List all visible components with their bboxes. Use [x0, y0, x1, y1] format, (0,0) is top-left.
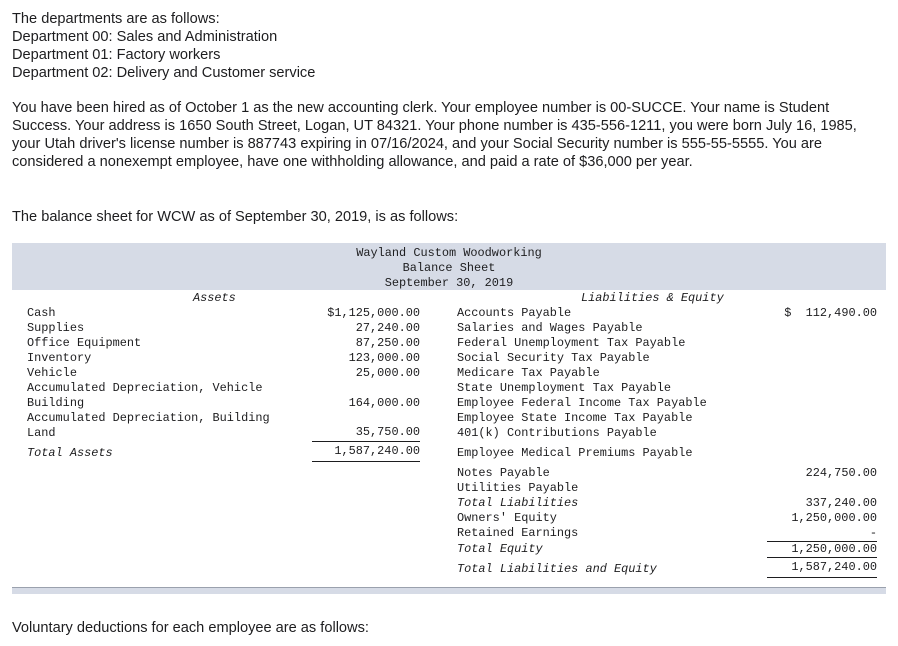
total-equity-label: Total Equity: [457, 542, 543, 556]
total-equity-amount: 1,250,000.00: [767, 541, 877, 558]
liability-label: State Unemployment Tax Payable: [457, 381, 672, 395]
equity-amount: -: [869, 526, 877, 540]
departments-section: [12, 10, 315, 82]
liability-label: 401(k) Contributions Payable: [457, 426, 657, 440]
total-liabilities-equity-amount: 1,587,240.00: [767, 560, 877, 578]
asset-label: Building: [27, 396, 85, 410]
liability-label: Notes Payable: [457, 466, 550, 480]
department-item: Department 02: Delivery and Customer service: [12, 65, 316, 81]
asset-label: Office Equipment: [27, 336, 142, 350]
statement-date: September 30, 2019: [384, 276, 514, 290]
asset-label: Accumulated Depreciation, Vehicle: [27, 381, 263, 395]
liability-amount: 224,750.00: [805, 466, 877, 480]
liability-label: Federal Unemployment Tax Payable: [457, 336, 686, 350]
asset-label: Inventory: [27, 351, 92, 365]
total-liabilities-equity-label: Total Liabilities and Equity: [457, 562, 657, 576]
balance-sheet-intro: The balance sheet for WCW as of September 30, 2019, is as follows:: [12, 209, 459, 225]
liability-label: Accounts Payable: [457, 306, 572, 320]
equity-label: Retained Earnings: [457, 526, 579, 540]
asset-amount: 87,250.00: [355, 336, 420, 350]
asset-amount: 27,240.00: [355, 321, 420, 335]
liability-label: Employee State Income Tax Payable: [457, 411, 693, 425]
liability-label: Medicare Tax Payable: [457, 366, 600, 380]
asset-amount: $1,125,000.00: [327, 306, 420, 320]
statement-title: Balance Sheet: [402, 261, 496, 275]
liability-label: Utilities Payable: [457, 481, 579, 495]
balance-sheet-bottom-rule: [12, 587, 886, 594]
asset-amount: 35,750.00: [312, 425, 420, 442]
total-liabilities-amount: 337,240.00: [805, 496, 877, 510]
asset-amount: 123,000.00: [348, 351, 420, 365]
voluntary-deductions-intro: Voluntary deductions for each employee are as follows:: [12, 620, 369, 636]
asset-amount: 164,000.00: [348, 396, 420, 410]
liability-label: Salaries and Wages Payable: [457, 321, 643, 335]
liability-label: Social Security Tax Payable: [457, 351, 650, 365]
company-name: Wayland Custom Woodworking: [356, 246, 542, 260]
hired-paragraph: You have been hired as of October 1 as the new accounting clerk. Your employee number is 00-SUCCE. Your name is Student Success. Your address is 1650 South Street, Logan, UT 84321. Your phone number is 435-556-1211, you were born July 16, 1985, your Utah driver's license number is 887743 expiring in 07/16/2024, and your Social Security number is 555-55-5555. You are considered a nonexempt employee, have one withholding allowance, and paid a rate of $36,000 per year.: [12, 100, 857, 170]
total-liabilities-label: Total Liabilities: [457, 496, 579, 510]
total-assets-amount: 1,587,240.00: [312, 444, 420, 462]
asset-amount: 25,000.00: [355, 366, 420, 380]
assets-header: Assets: [193, 291, 236, 305]
liability-label: Employee Federal Income Tax Payable: [457, 396, 707, 410]
asset-label: Cash: [27, 306, 56, 320]
departments-intro: The departments are as follows:: [12, 11, 220, 27]
asset-label: Land: [27, 426, 56, 440]
total-assets-label: Total Assets: [27, 446, 113, 460]
asset-label: Supplies: [27, 321, 85, 335]
equity-label: Owners' Equity: [457, 511, 557, 525]
balance-sheet: [12, 243, 886, 595]
department-item: Department 00: Sales and Administration: [12, 29, 278, 45]
liabilities-equity-header: Liabilities & Equity: [581, 291, 724, 305]
asset-label: Vehicle: [27, 366, 77, 380]
asset-label: Accumulated Depreciation, Building: [27, 411, 270, 425]
liability-amount: $ 112,490.00: [784, 306, 877, 320]
liability-label: Employee Medical Premiums Payable: [457, 446, 693, 460]
department-item: Department 01: Factory workers: [12, 47, 221, 63]
equity-amount: 1,250,000.00: [791, 511, 877, 525]
